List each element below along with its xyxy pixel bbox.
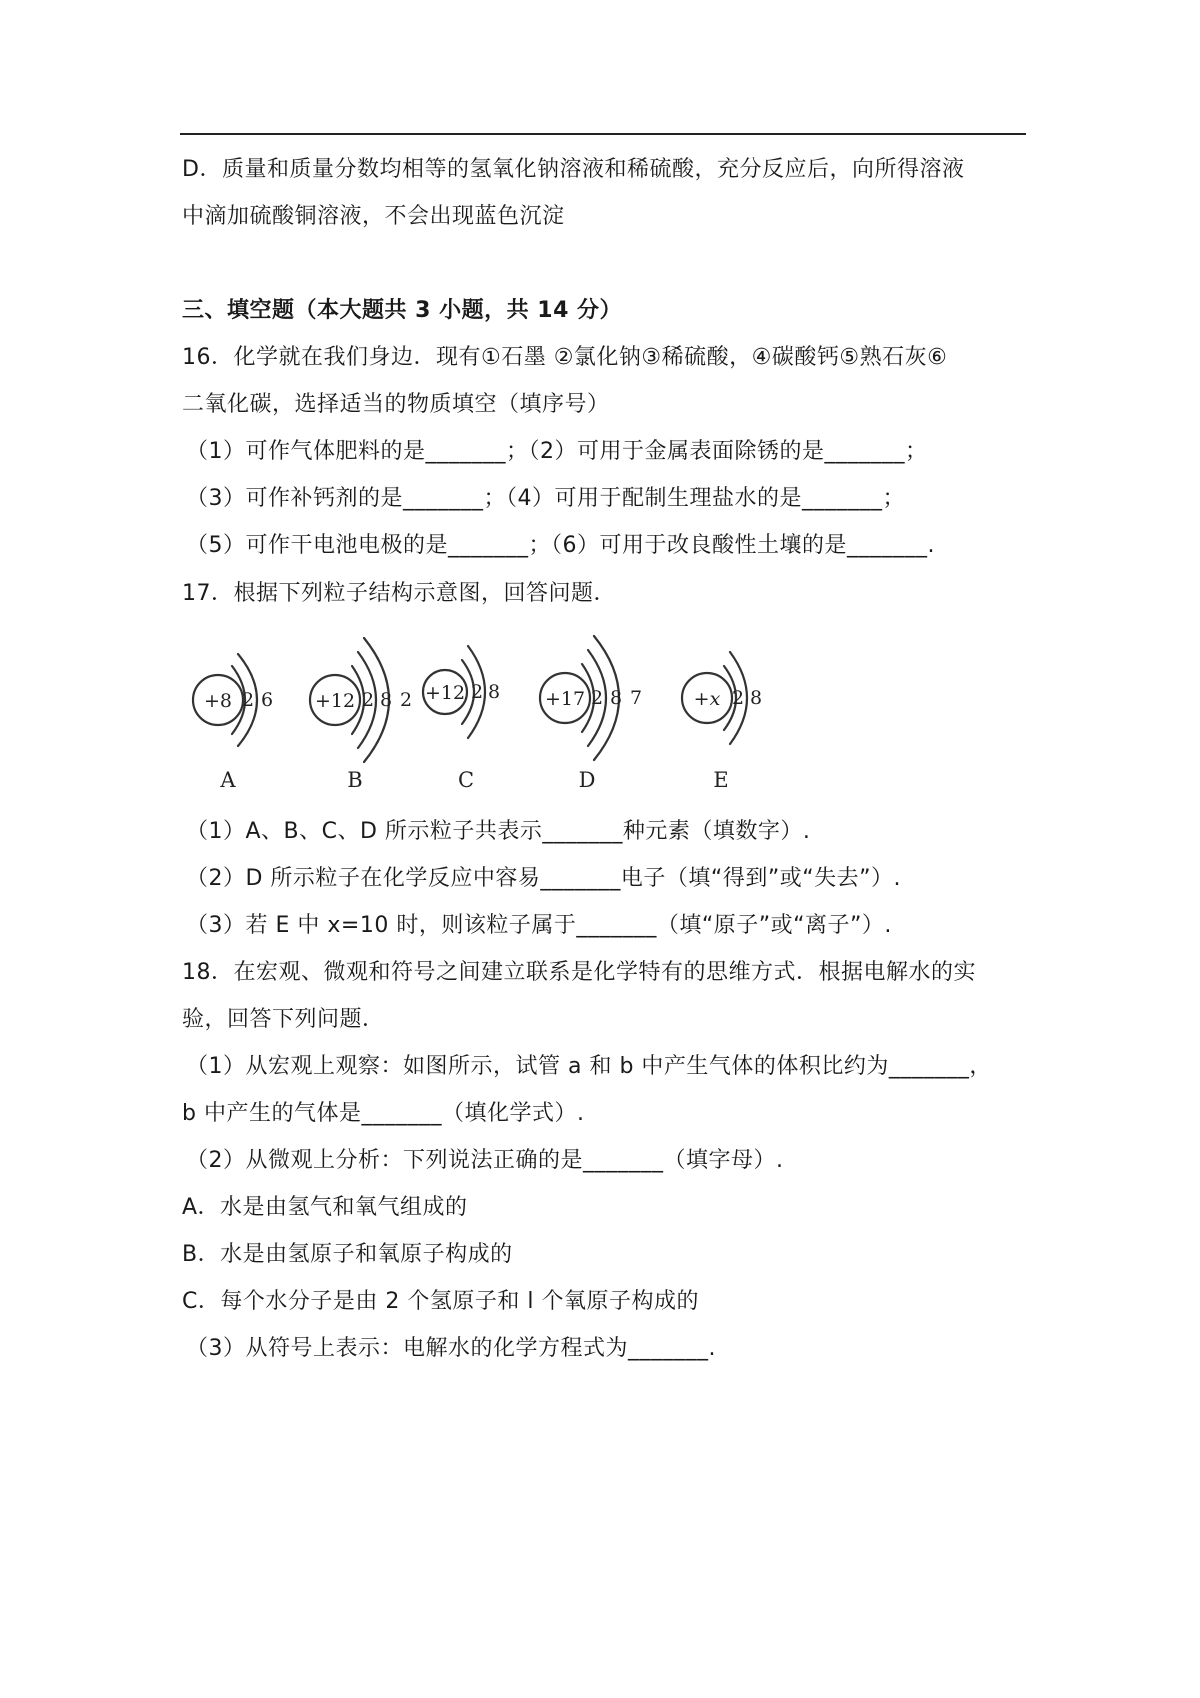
atom-a-caption: A <box>220 768 236 792</box>
q15-option-d-line2: 中滴加硫酸铜溶液，不会出现蓝色沉淀 <box>182 204 565 229</box>
q16-stem-line2: 二氧化碳，选择适当的物质填空（填序号） <box>182 392 610 417</box>
q16-item-1: （1）可作气体肥料的是_______；（2）可用于金属表面除锈的是_______； <box>186 439 928 464</box>
atom-d-nucleus-label: +17 <box>544 688 586 710</box>
header-rule <box>180 133 1026 135</box>
q18-option-b: B．水是由氢原子和氧原子构成的 <box>182 1242 513 1267</box>
atom-e-caption: E <box>713 768 729 792</box>
section-heading: 三、填空题（本大题共 3 小题，共 14 分） <box>182 298 623 323</box>
q15-option-d-line1: D．质量和质量分数均相等的氢氧化钠溶液和稀硫酸，充分反应后，向所得溶液 <box>182 157 965 182</box>
atom-b-caption: B <box>347 768 363 792</box>
q18-stem-line2: 验，回答下列问题． <box>182 1007 385 1032</box>
q16-item-3: （5）可作干电池电极的是_______；（6）可用于改良酸性土壤的是_______. <box>186 533 935 558</box>
atom-a-shell-label: 2 <box>241 689 255 711</box>
atom-a-nucleus-label: +8 <box>203 690 233 712</box>
q18-stem-line1: 18．在宏观、微观和符号之间建立联系是化学特有的思维方式．根据电解水的实 <box>182 960 976 985</box>
atom-b-shell-label: 2 <box>361 689 375 711</box>
atom-c-caption: C <box>457 768 475 792</box>
atom-e-shell-label: 2 <box>731 687 745 709</box>
atom-structure-diagram <box>180 630 880 800</box>
atom-a-shell-label: 6 <box>260 689 274 711</box>
q18-item-1b: b 中产生的气体是_______（填化学式）. <box>182 1101 585 1126</box>
atom-c-shell-label: 2 <box>470 681 484 703</box>
q16-stem-line1: 16．化学就在我们身边．现有①石墨 ②氯化钠③稀硫酸，④碳酸钙⑤熟石灰⑥ <box>182 345 948 370</box>
atom-structure-figure <box>180 630 880 800</box>
q17-item-1: （1）A、B、C、D 所示粒子共表示_______种元素（填数字）. <box>186 819 811 844</box>
q17-stem: 17．根据下列粒子结构示意图，回答问题． <box>182 581 616 606</box>
atom-b-shell-label: 8 <box>379 689 393 711</box>
atom-d-shell-label: 2 <box>590 687 604 709</box>
atom-e-nucleus-label: +x <box>693 688 721 710</box>
q18-item-2: （2）从微观上分析：下列说法正确的是_______（填字母）. <box>186 1148 784 1173</box>
atom-d-shell-label: 7 <box>629 687 643 709</box>
atom-c-nucleus-label: +12 <box>424 682 466 704</box>
atom-d-caption: D <box>578 768 596 792</box>
q17-item-3: （3）若 E 中 x=10 时，则该粒子属于_______（填“原子”或“离子”）. <box>186 913 892 938</box>
atom-d-shell-label: 8 <box>609 687 623 709</box>
atom-b-nucleus-label: +12 <box>314 690 356 712</box>
q18-option-a: A．水是由氢气和氧气组成的 <box>182 1195 468 1220</box>
atom-b-shell-label: 2 <box>399 689 413 711</box>
atom-e-shell-label: 8 <box>749 687 763 709</box>
q16-item-2: （3）可作补钙剂的是_______；（4）可用于配制生理盐水的是_______； <box>186 486 905 511</box>
q18-option-c: C．每个水分子是由 2 个氢原子和 l 个氧原子构成的 <box>182 1289 699 1314</box>
q18-item-3: （3）从符号上表示：电解水的化学方程式为_______. <box>186 1336 716 1361</box>
q17-item-2: （2）D 所示粒子在化学反应中容易_______电子（填“得到”或“失去”）. <box>186 866 902 891</box>
q18-item-1a: （1）从宏观上观察：如图所示，试管 a 和 b 中产生气体的体积比约为_______， <box>186 1054 992 1079</box>
atom-c-shell-label: 8 <box>487 681 501 703</box>
